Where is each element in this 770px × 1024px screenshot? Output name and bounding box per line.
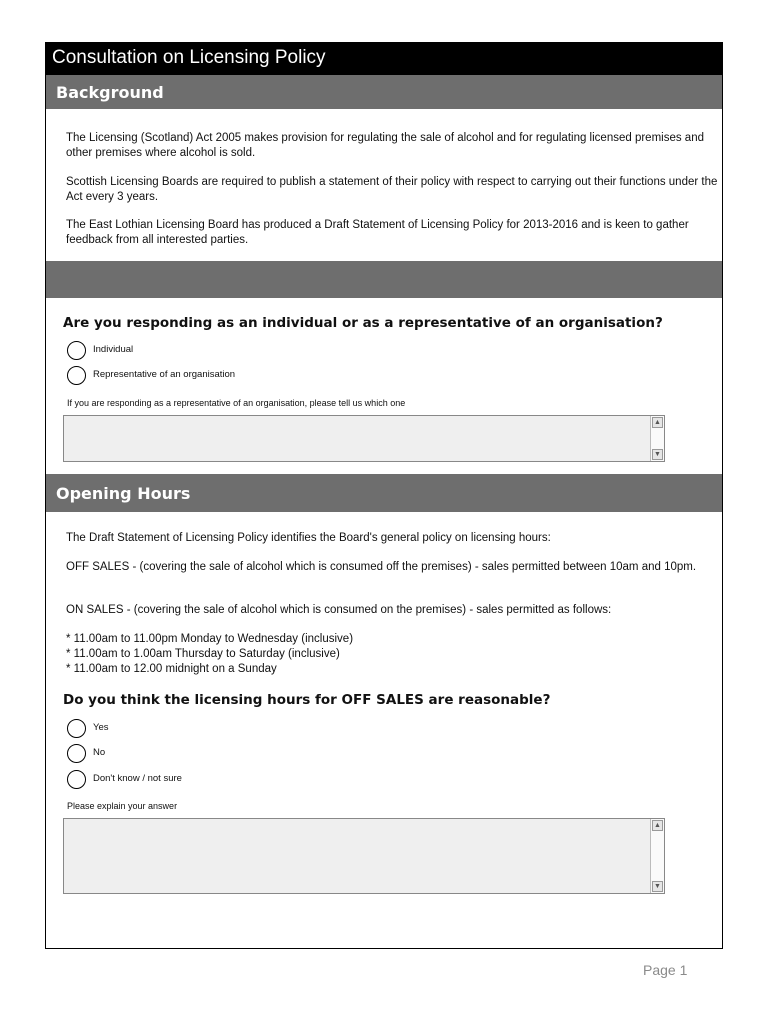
blank-section-bar [46, 261, 722, 298]
radio-label: Representative of an organisation [93, 369, 236, 380]
radio-button[interactable] [67, 341, 86, 360]
radio-label: Don't know / not sure [93, 773, 182, 784]
scroll-down-icon[interactable]: ▼ [652, 881, 663, 892]
radio-button[interactable] [67, 770, 86, 789]
background-paragraph-3: The East Lothian Licensing Board has produced a Draft Statement of Licensing Policy for 2013-2016 and is keen to gather feedback from all interested parties. [66, 219, 689, 246]
opening-hours-section-header [46, 474, 722, 512]
scroll-up-icon[interactable]: ▲ [652, 820, 663, 831]
opening-hours-heading: Opening Hours [56, 484, 191, 503]
radio-label: Yes [93, 722, 109, 733]
opening-hours-intro: The Draft Statement of Licensing Policy identifies the Board's general policy on licensing hours: [66, 532, 551, 544]
off-sales-question: Do you think the licensing hours for OFF SALES are reasonable? [63, 692, 551, 708]
background-paragraph-1: The Licensing (Scotland) Act 2005 makes provision for regulating the sale of alcohol and for regulating licensed premises and other premises where alcohol is sold. [66, 132, 704, 159]
explain-field-label: Please explain your answer [67, 801, 178, 811]
hours-line-2: * 11.00am to 1.00am Thursday to Saturday (inclusive) [66, 648, 340, 660]
hours-line-3: * 11.00am to 12.00 midnight on a Sunday [66, 663, 277, 675]
scroll-up-icon[interactable]: ▲ [652, 417, 663, 428]
hours-line-1: * 11.00am to 11.00pm Monday to Wednesday (inclusive) [66, 633, 354, 645]
radio-button[interactable] [67, 366, 86, 385]
background-heading: Background [56, 83, 164, 102]
textarea-scrollbar[interactable] [650, 819, 664, 893]
explain-textarea[interactable] [63, 818, 665, 894]
background-section-header [46, 75, 722, 109]
organisation-field-label: If you are responding as a representative of an organisation, please tell us which one [67, 398, 406, 408]
page-title: Consultation on Licensing Policy [52, 47, 326, 68]
title-bar [46, 43, 722, 75]
radio-label: No [93, 747, 106, 758]
organisation-textarea[interactable] [63, 415, 665, 462]
page-number: Page 1 [643, 962, 688, 978]
radio-button[interactable] [67, 719, 86, 738]
on-sales-text: ON SALES - (covering the sale of alcohol which is consumed on the premises) - sales permitted as follows: [66, 604, 612, 616]
radio-label: Individual [93, 344, 134, 355]
scroll-down-icon[interactable]: ▼ [652, 449, 663, 460]
off-sales-text: OFF SALES - (covering the sale of alcohol which is consumed off the premises) - sales permitted between 10am and 10pm. [66, 561, 697, 573]
radio-button[interactable] [67, 744, 86, 763]
form-frame [45, 42, 723, 949]
respondent-question: Are you responding as an individual or as a representative of an organisation? [63, 315, 663, 331]
background-paragraph-2: Scottish Licensing Boards are required to publish a statement of their policy with respect to carrying out their functions under the Act every 3 years. [66, 176, 718, 203]
textarea-scrollbar[interactable] [650, 416, 664, 461]
